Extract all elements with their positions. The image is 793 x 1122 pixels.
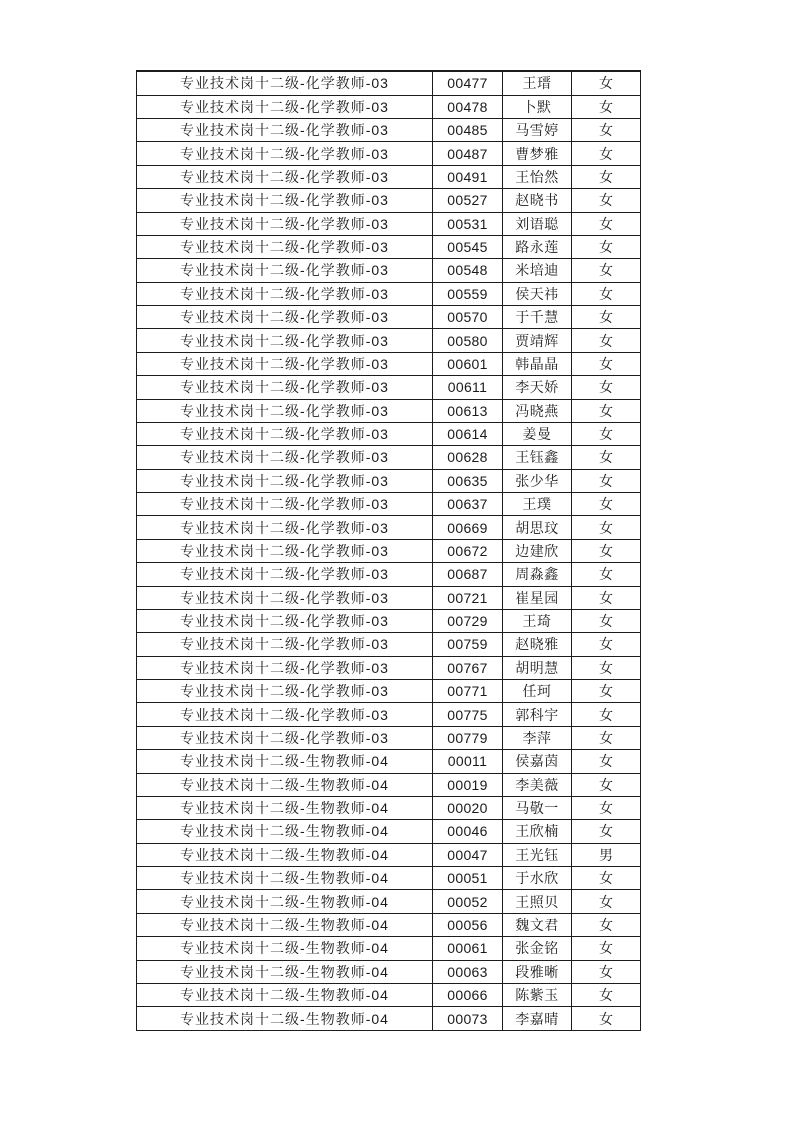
name-cell: 侯嘉茵 xyxy=(503,750,572,773)
table-row xyxy=(137,95,641,118)
gender-cell: 女 xyxy=(572,867,641,890)
gender-cell: 女 xyxy=(572,446,641,469)
number-cell: 00580 xyxy=(433,329,503,352)
gender-cell: 女 xyxy=(572,212,641,235)
position-cell: 专业技术岗十二级-化学教师-03 xyxy=(137,516,433,539)
table-row xyxy=(137,820,641,843)
gender-cell: 女 xyxy=(572,773,641,796)
table-row xyxy=(137,329,641,352)
position-cell: 专业技术岗十二级-生物教师-04 xyxy=(137,867,433,890)
table-row xyxy=(137,937,641,960)
table-row xyxy=(137,609,641,632)
name-cell: 王琦 xyxy=(503,609,572,632)
name-cell: 王欣楠 xyxy=(503,820,572,843)
number-cell: 00767 xyxy=(433,656,503,679)
gender-cell: 女 xyxy=(572,376,641,399)
gender-cell: 女 xyxy=(572,890,641,913)
name-cell: 任珂 xyxy=(503,680,572,703)
position-cell: 专业技术岗十二级-生物教师-04 xyxy=(137,773,433,796)
table-row xyxy=(137,913,641,936)
position-cell: 专业技术岗十二级-生物教师-04 xyxy=(137,913,433,936)
table-row xyxy=(137,960,641,983)
table-row xyxy=(137,539,641,562)
gender-cell: 女 xyxy=(572,352,641,375)
table-row xyxy=(137,563,641,586)
position-cell: 专业技术岗十二级-化学教师-03 xyxy=(137,95,433,118)
name-cell: 米培迪 xyxy=(503,259,572,282)
gender-cell: 男 xyxy=(572,843,641,866)
number-cell: 00611 xyxy=(433,376,503,399)
table-row xyxy=(137,773,641,796)
table-row xyxy=(137,446,641,469)
number-cell: 00478 xyxy=(433,95,503,118)
name-cell: 郭科宇 xyxy=(503,703,572,726)
table-row xyxy=(137,165,641,188)
table-row xyxy=(137,867,641,890)
table-row xyxy=(137,680,641,703)
number-cell: 00601 xyxy=(433,352,503,375)
table-row xyxy=(137,843,641,866)
gender-cell: 女 xyxy=(572,165,641,188)
number-cell: 00052 xyxy=(433,890,503,913)
number-cell: 00628 xyxy=(433,446,503,469)
position-cell: 专业技术岗十二级-化学教师-03 xyxy=(137,586,433,609)
name-cell: 崔星园 xyxy=(503,586,572,609)
gender-cell: 女 xyxy=(572,609,641,632)
number-cell: 00775 xyxy=(433,703,503,726)
number-cell: 00051 xyxy=(433,867,503,890)
gender-cell: 女 xyxy=(572,259,641,282)
name-cell: 王照贝 xyxy=(503,890,572,913)
table-row xyxy=(137,586,641,609)
position-cell: 专业技术岗十二级-生物教师-04 xyxy=(137,890,433,913)
number-cell: 00477 xyxy=(433,71,503,95)
position-cell: 专业技术岗十二级-化学教师-03 xyxy=(137,399,433,422)
table-row xyxy=(137,750,641,773)
gender-cell: 女 xyxy=(572,960,641,983)
gender-cell: 女 xyxy=(572,422,641,445)
name-cell: 马敬一 xyxy=(503,796,572,819)
name-cell: 张少华 xyxy=(503,469,572,492)
name-cell: 贾靖辉 xyxy=(503,329,572,352)
position-cell: 专业技术岗十二级-化学教师-03 xyxy=(137,446,433,469)
table-row xyxy=(137,726,641,749)
gender-cell: 女 xyxy=(572,235,641,258)
position-cell: 专业技术岗十二级-化学教师-03 xyxy=(137,259,433,282)
name-cell: 韩晶晶 xyxy=(503,352,572,375)
gender-cell: 女 xyxy=(572,1007,641,1031)
position-cell: 专业技术岗十二级-生物教师-04 xyxy=(137,1007,433,1031)
table-row xyxy=(137,142,641,165)
position-cell: 专业技术岗十二级-化学教师-03 xyxy=(137,422,433,445)
position-cell: 专业技术岗十二级-化学教师-03 xyxy=(137,165,433,188)
number-cell: 00779 xyxy=(433,726,503,749)
number-cell: 00046 xyxy=(433,820,503,843)
position-cell: 专业技术岗十二级-化学教师-03 xyxy=(137,609,433,632)
position-cell: 专业技术岗十二级-化学教师-03 xyxy=(137,376,433,399)
name-cell: 于水欣 xyxy=(503,867,572,890)
gender-cell: 女 xyxy=(572,820,641,843)
gender-cell: 女 xyxy=(572,306,641,329)
number-cell: 00485 xyxy=(433,119,503,142)
name-cell: 王光钰 xyxy=(503,843,572,866)
position-cell: 专业技术岗十二级-化学教师-03 xyxy=(137,306,433,329)
table-row xyxy=(137,189,641,212)
gender-cell: 女 xyxy=(572,282,641,305)
name-cell: 卜默 xyxy=(503,95,572,118)
position-cell: 专业技术岗十二级-生物教师-04 xyxy=(137,937,433,960)
number-cell: 00614 xyxy=(433,422,503,445)
position-cell: 专业技术岗十二级-化学教师-03 xyxy=(137,633,433,656)
name-cell: 马雪婷 xyxy=(503,119,572,142)
number-cell: 00011 xyxy=(433,750,503,773)
number-cell: 00047 xyxy=(433,843,503,866)
table-row xyxy=(137,656,641,679)
gender-cell: 女 xyxy=(572,493,641,516)
gender-cell: 女 xyxy=(572,656,641,679)
name-cell: 李天娇 xyxy=(503,376,572,399)
name-cell: 王钰鑫 xyxy=(503,446,572,469)
position-cell: 专业技术岗十二级-生物教师-04 xyxy=(137,750,433,773)
position-cell: 专业技术岗十二级-生物教师-04 xyxy=(137,796,433,819)
gender-cell: 女 xyxy=(572,189,641,212)
name-cell: 于千慧 xyxy=(503,306,572,329)
number-cell: 00637 xyxy=(433,493,503,516)
table-row xyxy=(137,306,641,329)
table-row xyxy=(137,259,641,282)
name-cell: 曹梦雅 xyxy=(503,142,572,165)
name-cell: 路永莲 xyxy=(503,235,572,258)
name-cell: 赵晓书 xyxy=(503,189,572,212)
position-cell: 专业技术岗十二级-化学教师-03 xyxy=(137,282,433,305)
number-cell: 00066 xyxy=(433,983,503,1006)
gender-cell: 女 xyxy=(572,703,641,726)
number-cell: 00759 xyxy=(433,633,503,656)
number-cell: 00721 xyxy=(433,586,503,609)
position-cell: 专业技术岗十二级-生物教师-04 xyxy=(137,843,433,866)
number-cell: 00729 xyxy=(433,609,503,632)
table-row xyxy=(137,119,641,142)
gender-cell: 女 xyxy=(572,539,641,562)
table-row xyxy=(137,282,641,305)
gender-cell: 女 xyxy=(572,142,641,165)
number-cell: 00548 xyxy=(433,259,503,282)
position-cell: 专业技术岗十二级-生物教师-04 xyxy=(137,820,433,843)
number-cell: 00020 xyxy=(433,796,503,819)
gender-cell: 女 xyxy=(572,95,641,118)
gender-cell: 女 xyxy=(572,913,641,936)
table-row xyxy=(137,352,641,375)
number-cell: 00771 xyxy=(433,680,503,703)
position-cell: 专业技术岗十二级-化学教师-03 xyxy=(137,71,433,95)
name-cell: 姜曼 xyxy=(503,422,572,445)
number-cell: 00073 xyxy=(433,1007,503,1031)
position-cell: 专业技术岗十二级-化学教师-03 xyxy=(137,726,433,749)
name-cell: 胡思玟 xyxy=(503,516,572,539)
gender-cell: 女 xyxy=(572,983,641,1006)
name-cell: 刘语聪 xyxy=(503,212,572,235)
gender-cell: 女 xyxy=(572,119,641,142)
gender-cell: 女 xyxy=(572,633,641,656)
number-cell: 00061 xyxy=(433,937,503,960)
position-cell: 专业技术岗十二级-化学教师-03 xyxy=(137,119,433,142)
position-cell: 专业技术岗十二级-化学教师-03 xyxy=(137,656,433,679)
number-cell: 00056 xyxy=(433,913,503,936)
position-cell: 专业技术岗十二级-化学教师-03 xyxy=(137,352,433,375)
gender-cell: 女 xyxy=(572,516,641,539)
applicant-roster-body xyxy=(137,71,641,1031)
number-cell: 00613 xyxy=(433,399,503,422)
gender-cell: 女 xyxy=(572,399,641,422)
table-row xyxy=(137,703,641,726)
table-row xyxy=(137,890,641,913)
gender-cell: 女 xyxy=(572,750,641,773)
number-cell: 00531 xyxy=(433,212,503,235)
position-cell: 专业技术岗十二级-化学教师-03 xyxy=(137,703,433,726)
number-cell: 00491 xyxy=(433,165,503,188)
number-cell: 00570 xyxy=(433,306,503,329)
number-cell: 00635 xyxy=(433,469,503,492)
position-cell: 专业技术岗十二级-化学教师-03 xyxy=(137,539,433,562)
position-cell: 专业技术岗十二级-生物教师-04 xyxy=(137,960,433,983)
gender-cell: 女 xyxy=(572,329,641,352)
gender-cell: 女 xyxy=(572,469,641,492)
table-row xyxy=(137,469,641,492)
name-cell: 冯晓燕 xyxy=(503,399,572,422)
name-cell: 侯天祎 xyxy=(503,282,572,305)
table-row xyxy=(137,516,641,539)
table-row xyxy=(137,376,641,399)
number-cell: 00063 xyxy=(433,960,503,983)
position-cell: 专业技术岗十二级-生物教师-04 xyxy=(137,983,433,1006)
name-cell: 边建欣 xyxy=(503,539,572,562)
table-row xyxy=(137,1007,641,1031)
name-cell: 赵晓雅 xyxy=(503,633,572,656)
table-row xyxy=(137,796,641,819)
position-cell: 专业技术岗十二级-化学教师-03 xyxy=(137,329,433,352)
number-cell: 00487 xyxy=(433,142,503,165)
name-cell: 魏文君 xyxy=(503,913,572,936)
number-cell: 00545 xyxy=(433,235,503,258)
gender-cell: 女 xyxy=(572,796,641,819)
number-cell: 00559 xyxy=(433,282,503,305)
name-cell: 陈紫玉 xyxy=(503,983,572,1006)
position-cell: 专业技术岗十二级-化学教师-03 xyxy=(137,563,433,586)
position-cell: 专业技术岗十二级-化学教师-03 xyxy=(137,493,433,516)
gender-cell: 女 xyxy=(572,937,641,960)
number-cell: 00527 xyxy=(433,189,503,212)
table-row xyxy=(137,633,641,656)
number-cell: 00672 xyxy=(433,539,503,562)
gender-cell: 女 xyxy=(572,586,641,609)
table-row xyxy=(137,71,641,95)
applicant-roster-table xyxy=(136,70,641,1031)
number-cell: 00669 xyxy=(433,516,503,539)
position-cell: 专业技术岗十二级-化学教师-03 xyxy=(137,212,433,235)
table-row xyxy=(137,212,641,235)
table-row xyxy=(137,493,641,516)
name-cell: 周淼鑫 xyxy=(503,563,572,586)
gender-cell: 女 xyxy=(572,563,641,586)
number-cell: 00687 xyxy=(433,563,503,586)
position-cell: 专业技术岗十二级-化学教师-03 xyxy=(137,189,433,212)
gender-cell: 女 xyxy=(572,680,641,703)
name-cell: 李萍 xyxy=(503,726,572,749)
name-cell: 王瑨 xyxy=(503,71,572,95)
position-cell: 专业技术岗十二级-化学教师-03 xyxy=(137,235,433,258)
number-cell: 00019 xyxy=(433,773,503,796)
table-row xyxy=(137,399,641,422)
name-cell: 段雅晰 xyxy=(503,960,572,983)
position-cell: 专业技术岗十二级-化学教师-03 xyxy=(137,469,433,492)
gender-cell: 女 xyxy=(572,726,641,749)
name-cell: 胡明慧 xyxy=(503,656,572,679)
gender-cell: 女 xyxy=(572,71,641,95)
name-cell: 王璞 xyxy=(503,493,572,516)
table-row xyxy=(137,235,641,258)
name-cell: 李美薇 xyxy=(503,773,572,796)
name-cell: 张金铭 xyxy=(503,937,572,960)
name-cell: 李嘉晴 xyxy=(503,1007,572,1031)
table-row xyxy=(137,422,641,445)
position-cell: 专业技术岗十二级-化学教师-03 xyxy=(137,142,433,165)
name-cell: 王怡然 xyxy=(503,165,572,188)
position-cell: 专业技术岗十二级-化学教师-03 xyxy=(137,680,433,703)
table-row xyxy=(137,983,641,1006)
